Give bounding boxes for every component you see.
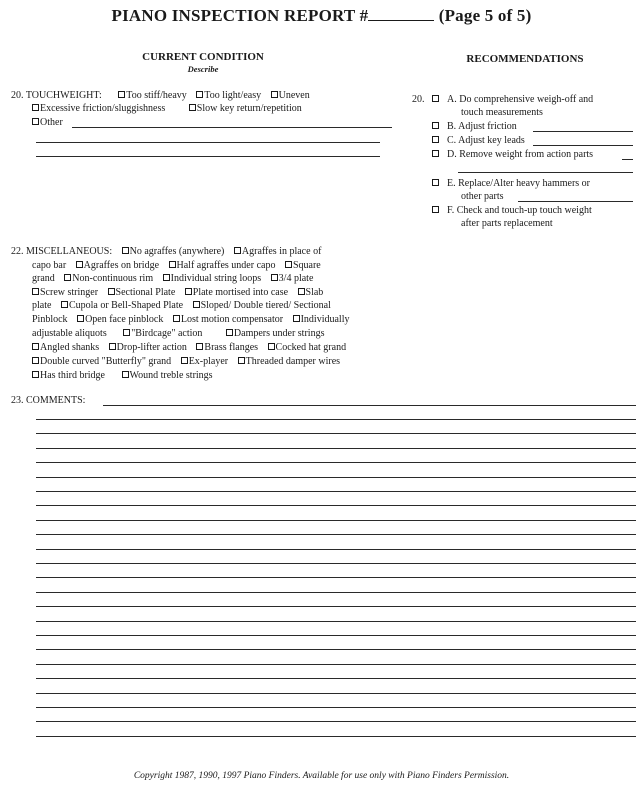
- touchweight-label: 20. TOUCHWEIGHT:: [11, 90, 102, 101]
- rec-e-line[interactable]: [518, 201, 633, 202]
- misc-row-9: [32, 355, 340, 369]
- rec-e-text-2: other parts: [461, 191, 504, 202]
- rec-e-text: E. Replace/Alter heavy hammers or: [447, 178, 590, 189]
- misc-row-10: [32, 369, 213, 383]
- comment-line[interactable]: [36, 433, 636, 434]
- checkbox[interactable]: [32, 104, 39, 111]
- report-number-blank[interactable]: [368, 6, 434, 21]
- comment-line[interactable]: [36, 577, 636, 578]
- checkbox[interactable]: [109, 343, 116, 350]
- checkbox[interactable]: [238, 357, 245, 364]
- comment-line[interactable]: [36, 693, 636, 694]
- copyright-footer: Copyright 1987, 1990, 1997 Piano Finders. Available for use only with Piano Finders Permission.: [133, 771, 510, 781]
- checkbox[interactable]: [226, 329, 233, 336]
- comment-line[interactable]: [36, 606, 636, 607]
- checkbox[interactable]: [64, 274, 71, 281]
- rec-a-text: A. Do comprehensive weigh-off and: [447, 94, 594, 105]
- opt-no-agraffes[interactable]: No agraffes (anywhere): [122, 246, 225, 257]
- comment-line[interactable]: [36, 534, 636, 535]
- checkbox[interactable]: [181, 357, 188, 364]
- checkbox[interactable]: [32, 357, 39, 364]
- checkbox[interactable]: [432, 122, 439, 129]
- checkbox[interactable]: [285, 261, 292, 268]
- comment-line[interactable]: [36, 477, 636, 478]
- opt-individually[interactable]: Individually: [293, 314, 350, 325]
- opt-agraffes-bridge[interactable]: Agraffes on bridge: [76, 260, 159, 271]
- rec-b[interactable]: [432, 120, 440, 134]
- rec-c[interactable]: [432, 134, 440, 148]
- comment-line[interactable]: [36, 592, 636, 593]
- misc-row-1: [11, 245, 321, 259]
- comments-label: 23. COMMENTS:: [11, 395, 86, 406]
- checkbox[interactable]: [432, 179, 439, 186]
- comment-line[interactable]: [36, 621, 636, 622]
- page-indicator: (Page 5 of 5): [438, 6, 532, 25]
- describe-subheading: Describe: [187, 64, 219, 74]
- comment-line[interactable]: [36, 448, 636, 449]
- opt-slow-key-return[interactable]: Slow key return/repetition: [189, 103, 302, 114]
- rec-20-number: 20.: [412, 94, 425, 105]
- opt-square[interactable]: Square: [285, 260, 321, 271]
- checkbox[interactable]: [271, 274, 278, 281]
- rec-b-text: B. Adjust friction: [447, 121, 517, 132]
- checkbox[interactable]: [293, 315, 300, 322]
- opt-lost-motion[interactable]: Lost motion compensator: [173, 314, 283, 325]
- checkbox[interactable]: [32, 288, 39, 295]
- rec-d-line-2[interactable]: [458, 172, 633, 173]
- checkbox[interactable]: [32, 118, 39, 125]
- opt-uneven[interactable]: Uneven: [271, 90, 310, 101]
- comment-line[interactable]: [36, 707, 636, 708]
- rec-d-line[interactable]: [622, 159, 633, 160]
- checkbox[interactable]: [123, 329, 130, 336]
- opt-plate-mortised[interactable]: Plate mortised into case: [185, 287, 288, 298]
- rec-a-text-2: touch measurements: [461, 107, 543, 118]
- checkbox[interactable]: [76, 261, 83, 268]
- comment-line[interactable]: [36, 549, 636, 550]
- comment-line[interactable]: [36, 462, 636, 463]
- other-label: Other: [40, 117, 63, 128]
- opt-slab[interactable]: Slab: [298, 287, 324, 298]
- checkbox[interactable]: [271, 91, 278, 98]
- comment-line[interactable]: [36, 563, 636, 564]
- checkbox[interactable]: [234, 247, 241, 254]
- checkbox[interactable]: [185, 288, 192, 295]
- checkbox[interactable]: [118, 91, 125, 98]
- opt-agraffes-capo[interactable]: Agraffes in place of: [234, 246, 322, 257]
- rec-d-text: D. Remove weight from action parts: [447, 149, 594, 160]
- comment-line[interactable]: [36, 721, 636, 722]
- misc-row-8: [32, 341, 346, 355]
- opt-excessive-friction[interactable]: Excessive friction/sluggishness: [32, 103, 165, 114]
- opt-angled-shanks[interactable]: Angled shanks: [32, 342, 99, 353]
- misc-label: 22. MISCELLANEOUS:: [11, 246, 113, 257]
- checkbox[interactable]: [32, 343, 39, 350]
- report-title-text: PIANO INSPECTION REPORT #: [111, 6, 369, 25]
- misc-row-6: Pinblock Open face pinblock Lost motion compensator Individually: [32, 314, 350, 325]
- opt-cupola-plate[interactable]: Cupola or Bell-Shaped Plate: [61, 300, 183, 311]
- rec-d[interactable]: [432, 148, 440, 162]
- comment-line[interactable]: [36, 520, 636, 521]
- checkbox[interactable]: [163, 274, 170, 281]
- comment-line[interactable]: [36, 649, 636, 650]
- opt-wound-treble[interactable]: Wound treble strings: [122, 370, 213, 381]
- rec-f-text-2: after parts replacement: [461, 218, 553, 229]
- touchweight-row-1: [11, 89, 310, 103]
- opt-cocked-hat[interactable]: Cocked hat grand: [268, 342, 347, 353]
- comment-line[interactable]: [36, 678, 636, 679]
- rec-f-text: F. Check and touch-up touch weight: [447, 205, 592, 216]
- checkbox[interactable]: [189, 104, 196, 111]
- checkbox[interactable]: [432, 95, 439, 102]
- opt-ex-player[interactable]: Ex-player: [181, 356, 228, 367]
- rec-b-line[interactable]: [533, 131, 633, 132]
- touchweight-other[interactable]: [32, 116, 63, 130]
- rec-e[interactable]: [432, 177, 440, 191]
- comment-line[interactable]: [36, 419, 636, 420]
- rec-f[interactable]: [432, 204, 440, 218]
- other-write-line[interactable]: [72, 127, 392, 128]
- opt-open-face-pinblock[interactable]: Open face pinblock: [77, 314, 163, 325]
- opt-three-quarter-plate[interactable]: 3/4 plate: [271, 273, 314, 284]
- opt-too-stiff[interactable]: Too stiff/heavy: [118, 90, 187, 101]
- comment-line[interactable]: [36, 635, 636, 636]
- misc-row-7: adjustable aliquots "Birdcage" action Dampers under strings: [32, 328, 325, 339]
- opt-non-continuous-rim[interactable]: Non-continuous rim: [64, 273, 153, 284]
- opt-sloped-tiered[interactable]: Sloped/ Double tiered/ Sectional: [193, 300, 331, 311]
- rec-a[interactable]: [432, 93, 440, 107]
- checkbox[interactable]: [61, 301, 68, 308]
- checkbox[interactable]: [432, 206, 439, 213]
- checkbox[interactable]: [122, 247, 129, 254]
- comment-line[interactable]: [36, 491, 636, 492]
- opt-sectional-plate[interactable]: Sectional Plate: [108, 287, 176, 298]
- checkbox[interactable]: [268, 343, 275, 350]
- checkbox[interactable]: [32, 371, 39, 378]
- opt-dampers-under[interactable]: Dampers under strings: [226, 328, 325, 339]
- checkbox[interactable]: [432, 136, 439, 143]
- checkbox[interactable]: [298, 288, 305, 295]
- recommendations-heading: RECOMMENDATIONS: [466, 53, 584, 65]
- checkbox[interactable]: [173, 315, 180, 322]
- checkbox[interactable]: [122, 371, 129, 378]
- comment-line[interactable]: [36, 736, 636, 737]
- checkbox[interactable]: [432, 150, 439, 157]
- page-title: [0, 6, 643, 26]
- comment-line[interactable]: [36, 664, 636, 665]
- misc-row-3: grand Non-continuous rim Individual string loops 3/4 plate: [32, 273, 314, 284]
- rec-c-line[interactable]: [533, 145, 633, 146]
- opt-half-agraffes[interactable]: Half agraffes under capo: [169, 260, 276, 271]
- misc-row-2: capo bar Agraffes on bridge Half agraffes under capo Square: [32, 260, 321, 271]
- opt-brass-flanges[interactable]: Brass flanges: [196, 342, 258, 353]
- checkbox[interactable]: [196, 91, 203, 98]
- opt-screw-stringer[interactable]: Screw stringer: [32, 287, 98, 298]
- touchweight-row-2: [32, 102, 302, 116]
- opt-drop-lifter[interactable]: Drop-lifter action: [109, 342, 187, 353]
- checkbox[interactable]: [196, 343, 203, 350]
- comment-line[interactable]: [36, 505, 636, 506]
- checkbox[interactable]: [193, 301, 200, 308]
- current-condition-heading: CURRENT CONDITION: [142, 51, 264, 63]
- rec-c-text: C. Adjust key leads: [447, 135, 525, 146]
- checkbox[interactable]: [169, 261, 176, 268]
- opt-butterfly-grand[interactable]: Double curved "Butterfly" grand: [32, 356, 171, 367]
- opt-birdcage[interactable]: "Birdcage" action: [123, 328, 202, 339]
- misc-row-4: [32, 286, 323, 300]
- opt-too-light[interactable]: Too light/easy: [196, 90, 261, 101]
- comment-line[interactable]: [103, 405, 636, 406]
- opt-threaded-damper[interactable]: Threaded damper wires: [238, 356, 340, 367]
- opt-third-bridge[interactable]: Has third bridge: [32, 370, 105, 381]
- other-write-line[interactable]: [36, 156, 380, 157]
- opt-individual-loops[interactable]: Individual string loops: [163, 273, 262, 284]
- misc-row-5: plate Cupola or Bell-Shaped Plate Sloped/ Double tiered/ Sectional: [32, 300, 331, 311]
- other-write-line[interactable]: [36, 142, 380, 143]
- checkbox[interactable]: [77, 315, 84, 322]
- checkbox[interactable]: [108, 288, 115, 295]
